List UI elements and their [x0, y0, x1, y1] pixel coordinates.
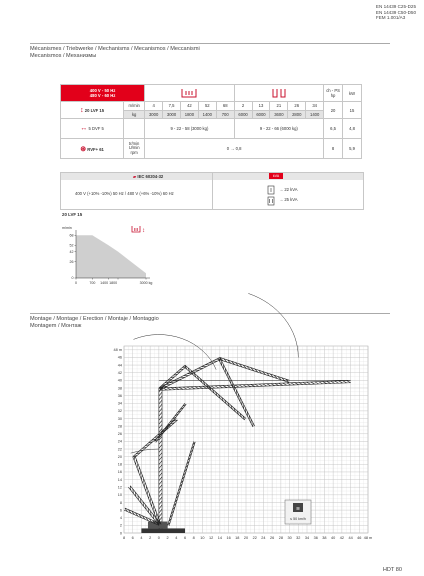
erection-x-ticks: [123, 536, 372, 540]
hoist-name: 20 LVF 15: [84, 107, 105, 113]
erection-ytick-5: 10: [117, 493, 122, 498]
erection-xtick-22: 36: [313, 536, 318, 540]
erection-ytick-3: 6: [119, 508, 122, 513]
trolley-speed-2f: 9 - 22 - 66 (6000 kg): [234, 119, 323, 139]
voltage-line-1: 400 V - 50 Hz: [89, 88, 116, 93]
hoist-load-4f-1: 3000: [145, 110, 163, 119]
montage-title-line1: Montage / Montage / Erection / Montaje / Montaggio: [30, 316, 159, 322]
erection-xtick-12: 16: [226, 536, 231, 540]
hoist-speed-2f-4: 26: [288, 102, 306, 111]
erection-xtick-19: 30: [287, 536, 292, 540]
erection-xtick-11: 14: [217, 536, 222, 540]
kva-badge: kVA: [269, 173, 283, 179]
erection-ytick-9: 18: [117, 462, 122, 467]
hoist-ch: 20: [324, 102, 343, 119]
hoist-speed-4f-5: 68: [216, 102, 234, 111]
hoist-load-2f-2: 6000: [252, 110, 270, 119]
erection-ytick-19: 38: [117, 386, 122, 391]
erection-xtick-28: 48 m: [363, 536, 373, 540]
erection-ytick-10: 20: [117, 454, 122, 459]
slewing-unit-3: rpm: [130, 149, 138, 155]
erection-ytick-0: 0: [119, 531, 122, 536]
erection-xtick-4: 0: [157, 536, 160, 540]
iec-standard-text: IEC 60204-32: [137, 174, 164, 179]
hoist-load-2f-4: 2800: [288, 110, 306, 119]
erection-xtick-5: 2: [166, 536, 169, 540]
hoist-speed-4f-2: 7,5: [163, 102, 181, 111]
hoist-speed-2f-5: 34: [306, 102, 324, 111]
hoist-load-2f-1: 6000: [234, 110, 252, 119]
kva-value-2: → 25 kVA: [279, 197, 298, 202]
voltage-spec: 400 V (+10% -10%) 50 Hz / 480 V (+6% -10%) 60 Hz: [75, 191, 174, 196]
standard-line-3: FEM 1.001/A3: [375, 15, 406, 21]
erection-ytick-2: 4: [119, 516, 122, 521]
erection-ytick-16: 32: [117, 409, 122, 414]
slewing-name: RVF+ 61: [87, 146, 104, 152]
speed-load-xtick-4: 3000 kg: [139, 281, 153, 285]
erection-ytick-6: 12: [117, 485, 122, 490]
erection-ytick-20: 40: [117, 378, 122, 383]
erection-ytick-12: 24: [117, 439, 122, 444]
hoist-load-4f-3: 1800: [180, 110, 198, 119]
speed-load-ylabel: m/min: [62, 226, 72, 230]
erection-xtick-9: 10: [200, 536, 205, 540]
svg-text:↕: ↕: [142, 228, 145, 234]
erection-xtick-14: 20: [243, 536, 249, 540]
erection-xtick-27: 46: [357, 536, 362, 540]
erection-grid: [124, 346, 368, 533]
hoist-load-4f-5: 700: [216, 110, 234, 119]
ch-label: ch - PS: [326, 88, 340, 93]
erection-ytick-24: 48 m: [113, 348, 122, 353]
erection-xtick-23: 38: [322, 536, 327, 540]
erection-xtick-21: 34: [304, 536, 310, 540]
speed-load-xtick-0: 0: [75, 281, 77, 285]
plug-icon: ▰: [133, 174, 137, 179]
slewing-speed: 0 → 0,8: [145, 139, 324, 159]
kw-header: kW: [343, 85, 362, 102]
hoist-speed-unit: m/min: [124, 102, 145, 111]
erection-xtick-0: 8: [122, 536, 126, 540]
slewing-ch: 8: [324, 139, 343, 159]
hoist-load-2f-3: 3600: [270, 110, 288, 119]
hoist-icon: ↕: [80, 106, 84, 114]
erection-ytick-22: 44: [117, 363, 122, 368]
erection-ytick-23: 46: [117, 355, 122, 360]
erection-xtick-1: 6: [131, 536, 134, 540]
erection-xtick-7: 6: [183, 536, 187, 540]
trolley-ch: 6,5: [324, 119, 343, 139]
hoist-load-2f-5: 1400: [306, 110, 324, 119]
hoist-speed-2f-2: 13: [252, 102, 270, 111]
hoist-load-unit: kg: [124, 110, 145, 119]
slewing-unit-2: U/min: [128, 145, 140, 151]
mechanisms-title-line1: Mécanismes / Triebwerke / Mechanisms / Mecanismos / Meccanismi: [30, 46, 200, 52]
wind-icon: ≋: [295, 506, 301, 512]
trolley-speed-4f: 9 - 22 - 58 (3000 kg): [145, 119, 234, 139]
erection-xtick-15: 22: [252, 536, 257, 540]
erection-ytick-18: 36: [117, 393, 122, 398]
trolley-icon: ↔: [80, 125, 88, 132]
trolley-kw: 4,8: [343, 119, 362, 139]
hoist-speed-2f-1: 2: [234, 102, 252, 111]
trolley-name: 5 DVF 5: [88, 126, 104, 131]
erection-xtick-24: 40: [331, 536, 336, 540]
speed-load-ytick-4: 68: [69, 233, 74, 238]
erection-ytick-21: 42: [117, 371, 122, 376]
erection-xtick-17: 26: [270, 536, 275, 540]
standard-line-2: EN 14439 C50-D50: [375, 9, 416, 15]
hoist-kw: 15: [343, 102, 362, 119]
crane-base: [141, 528, 185, 533]
speed-load-ytick-3: 52: [69, 243, 74, 248]
erection-ytick-15: 30: [117, 416, 122, 421]
erection-ytick-1: 2: [119, 523, 122, 528]
speed-load-ytick-1: 26: [69, 259, 74, 264]
hoist-speed-4f-1: 4: [145, 102, 163, 111]
erection-xtick-16: 24: [261, 536, 266, 540]
erection-y-ticks: [114, 348, 122, 535]
kva-value-1: → 22 kVA: [279, 187, 298, 192]
erection-xtick-20: 32: [296, 536, 301, 540]
erection-ytick-4: 8: [119, 500, 122, 505]
page-footer: HDT 80: [382, 567, 402, 573]
mini-chart-title: 20 LVF 15: [62, 212, 83, 217]
hoist-load-4f-2: 3000: [163, 110, 181, 119]
erection-xtick-6: 4: [175, 536, 178, 540]
speed-load-ytick-0: 0: [71, 276, 74, 281]
montage-title-line2: Montagem / Монтаж: [30, 322, 82, 329]
hoist-speed-4f-4: 52: [198, 102, 216, 111]
erection-ytick-13: 26: [117, 432, 122, 437]
mechanisms-title-line2: Mecanismos / Механизмы: [30, 52, 97, 59]
hoist-speed-2f-3: 21: [270, 102, 288, 111]
erection-xtick-26: 44: [348, 536, 353, 540]
erection-ytick-14: 28: [117, 424, 122, 429]
wind-speed-label: ≤ 50 km/h: [290, 517, 306, 521]
wind-speed-box: [285, 500, 311, 524]
slewing-unit-1: tr/min: [128, 140, 140, 146]
erection-xtick-13: 18: [235, 536, 240, 540]
erection-ytick-8: 16: [117, 470, 122, 475]
erection-xtick-18: 28: [278, 536, 283, 540]
speed-load-xtick-2: 1400 1800: [100, 281, 118, 285]
slewing-kw: 5,9: [343, 139, 362, 159]
erection-xtick-10: 12: [209, 536, 214, 540]
hp-label: hp: [330, 93, 336, 98]
erection-xtick-3: 2: [149, 536, 152, 540]
erection-xtick-2: 4: [140, 536, 143, 540]
erection-xtick-8: 8: [192, 536, 195, 540]
hoist-speed-4f-3: 42: [180, 102, 198, 111]
hoist-load-4f-4: 1400: [198, 110, 216, 119]
erection-xtick-25: 42: [339, 536, 344, 540]
speed-load-xtick-1: 700: [89, 281, 96, 285]
standard-line-1: EN 14439 C25-D25: [375, 4, 416, 9]
erection-ytick-7: 14: [117, 477, 122, 482]
speed-load-ytick-2: 42: [69, 249, 74, 254]
slewing-icon: ⊛: [80, 145, 87, 153]
voltage-line-2: 480 V - 60 Hz: [89, 93, 116, 98]
erection-ytick-17: 34: [117, 401, 122, 406]
erection-ytick-11: 22: [117, 447, 122, 452]
